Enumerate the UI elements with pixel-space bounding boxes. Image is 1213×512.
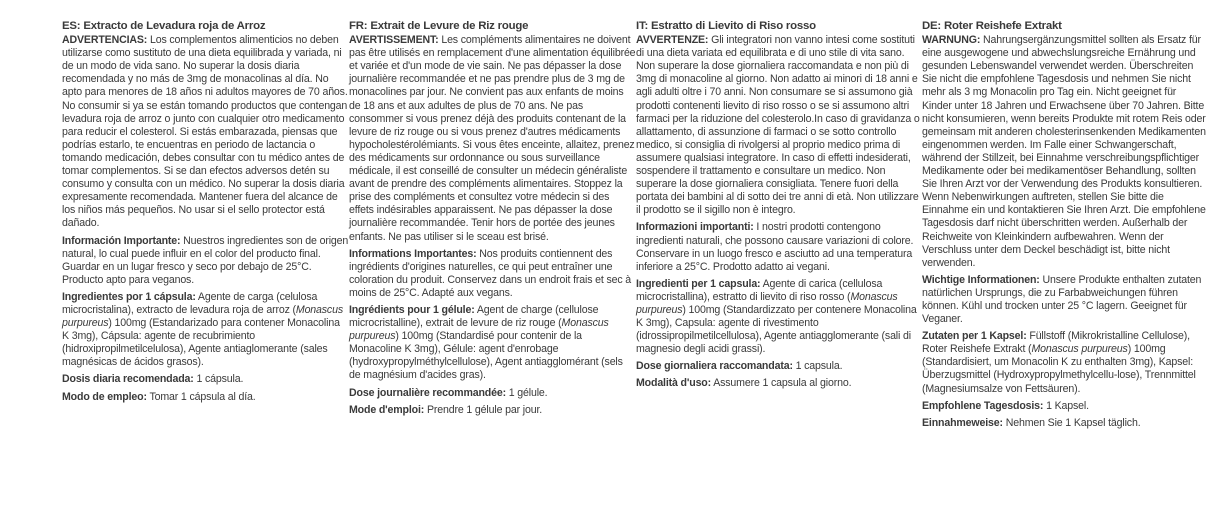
column-title: FR: Extrait de Levure de Riz rouge [349, 20, 529, 32]
section-text: Nahrungsergänzungsmittel sollten als Ersatz für eine ausgewogene und abwechslungsreiche Ernährung und gesunden Lebenswandel verwendet werden. Überschreiten Sie nicht die empfohlene Tagesdosis und nehmen Sie nicht mehr als 3 mg Monacolin pro Tag ein. Nicht geeignet für Kinder unter 18 Jahren und Erwachsene über 70 Jahren. Bitte nicht konsumieren, wenn bereits Produkte mit rotem Reis oder gemeinsam mit anderen cholesterinsenkenden Medikamenten eingenommen werden. Im Falle einer Schwangerschaft, während der Stillzeit, bei Einnahme verschreibungspflichtiger Medikamente oder bei medikamentöser Behandlung, sollten Sie Ihren Arzt vor der Verwendung des Produkts konsultieren. Wenn Nebenwirkungen auftreten, stellen Sie bitte die Einnahme ein und kontaktieren Sie Ihren Arzt. Die empfohlene Tagesdosis darf nicht überschritten werden. Außerhalb der Reichweite von Kleinkindern aufbewahren. Wenn der Verschluss unter dem Deckel beschädigt ist, bitte nicht verwenden. [922, 34, 1206, 269]
species-name: Monascus purpureus [1031, 343, 1128, 356]
section-text: 1 capsula. [792, 360, 843, 373]
ingredients-section [922, 330, 1208, 395]
column-es [62, 20, 349, 512]
column-it [636, 20, 922, 512]
section-label: Informations Importantes: [349, 247, 477, 260]
section-text: Prendre 1 gélule par jour. [424, 403, 543, 416]
dose-section [349, 387, 636, 400]
section-label: Información Importante: [62, 234, 181, 247]
column-title: ES: Extracto de Levadura roja de Arroz [62, 20, 266, 32]
section-text: Les compléments alimentaires ne doivent pas être utilisés en remplacement d'une alimentation équilibrée et variée et d'un mode de vie sain. Ne pas dépasser la dose journalière recommandée et ne pas prendre plus de 3 mg de monacolines par jour. Ne convient pas aux enfants de moins de 18 ans et aux adultes de plus de 70 ans. Ne pas consommer si vous prenez déjà des produits contenant de la levure de riz rouge ou si vous prenez d'autres médicaments hypocholestérolémiants. Si vous êtes enceinte, allaitez, prenez des médicaments sur ordonnance ou sous surveillance médicale, il est conseillé de consulter un médecin généraliste avant de prendre des compléments alimentaires. Stoppez la prise des compléments et consultez votre médecin si des effets indésirables apparaissent. Ne pas dépasser la dose journalière recommandée. Tenir hors de portée des jeunes enfants. Ne pas utiliser si le sceau est brisé. [349, 34, 636, 243]
species-name: Monascus purpureus [62, 303, 343, 330]
section-label: Zutaten per 1 Kapsel: [922, 330, 1027, 343]
species-name: Monascus purpureus [349, 317, 609, 343]
section-label: Wichtige Informationen: [922, 273, 1040, 286]
section-text: 1 cápsula. [193, 373, 244, 386]
info-section [349, 248, 636, 300]
column-title: DE: Roter Reishefe Extrakt [922, 20, 1062, 32]
column-de [922, 20, 1208, 512]
section-text: Unsere Produkte enthalten zutaten natürlichen Ursprungs, die zu Farbabweichungen führen können. Kühl und trocken unter 25 °C lagern. Geeignet für Veganer. [922, 273, 1202, 326]
warnings-section [349, 34, 636, 244]
usage-section [636, 377, 922, 390]
section-label: AVERTISSEMENT: [349, 34, 439, 47]
section-text: Los complementos alimenticios no deben utilizarse como sustituto de una dieta equilibrada y variada, ni de un modo de vida sano. No superar la dosis diaria recomendada y no más de 3mg de monacolinas al día. No apto para menores de 18 años ni adultos mayores de 70 años. No consumir si ya se están tomando productos que contengan levadura roja de arroz o junto con cualquier otro medicamento para reducir el colesterol. Si estás embarazada, piensas que podrías estarlo, te encuentras en periodo de lactancia o tomando medicación, debes consultar con tu médico antes de tomar complementos. Si se dan efectos adversos detén su consumo y consulta con un médico. No superar la dosis diaria expresamente recomendada. Mantener fuera del alcance de los niños más pequeños. No usar si el sello protector está dañado. [62, 34, 348, 230]
section-label: Informazioni importanti: [636, 221, 754, 234]
section-text: ) 100mg (Standardisiert, um Monacolin K zu enthalten 3mg), Kapsel: Überzugsmittel (Hydroxypropylmethylcellu-lose), Trennmittel (Magnesiumsalze von Fettsäuren). [922, 343, 1196, 395]
section-text: ) 100mg (Standardisé pour contenir de la Monacoline K 3mg), Gélule: agent d'enrobage (hydroxypropylméthylcellulose), Agent antiagglomérant (sels de magnésium d'acides gras). [349, 330, 623, 382]
section-label: Dosis diaria recomendada: [62, 373, 194, 386]
section-text: Agente de carga (celulosa microcristalina), extracto de levadura roja de arroz ( [62, 290, 318, 316]
ingredients-section [636, 278, 922, 357]
usage-section [62, 391, 349, 404]
section-text: Gli integratori non vanno intesi come sostituti di una dieta variata ed equilibrata e di uno stile di vita sano. Non superare la dose giornaliera raccomandata e non più di 3mg di monacoline al giorno. Non adatto ai minori di 18 anni e agli adulti oltre i 70 anni. Non consumare se si assumono già prodotti contenenti lievito di riso rosso o se si assumono altri farmaci per la riduzione del colesterolo.In caso di gravidanza o allattamento, di assunzione di farmaci o se sotto controllo medico, si consiglia di rivolgersi al proprio medico prima di assumere qualsiasi integratore. In caso di effetti indesiderati, sospendere il trattamento e consultare un medico. Non superare la dose giornaliera consigliata. Tenere fuori della portata dei bambini al di sotto dei tre anni di età. Non utilizzare il prodotto se il sigillo non è integro. [636, 34, 920, 217]
section-text: Agente di carica (cellulosa microcristallina), estratto di lievito di riso rosso ( [636, 277, 883, 303]
section-text: Tomar 1 cápsula al día. [146, 390, 256, 403]
section-text: Füllstoff (Mikrokristalline Cellulose), Roter Reishefe Extrakt ( [922, 330, 1190, 356]
dose-section [922, 400, 1208, 413]
section-label: Einnahmeweise: [922, 416, 1003, 429]
section-label: Ingredientes por 1 cápsula: [62, 290, 196, 303]
section-text: Agent de charge (cellulose microcristalline), extrait de levure de riz rouge ( [349, 303, 599, 330]
section-label: Mode d'emploi: [349, 403, 425, 416]
warnings-section [62, 34, 349, 230]
section-text: 1 Kapsel. [1043, 399, 1089, 412]
section-label: Modo de empleo: [62, 390, 147, 403]
section-text: Assumere 1 capsula al giorno. [711, 377, 852, 390]
section-text: ) 100mg (Estandarizado para contener Monacolina K 3mg), Cápsula: agente de recubrimiento (hidroxipropilmetilcelulosa), Agente antiaglomerante (sales magnésicas de ácidos grasos). [62, 317, 340, 369]
section-text: Nuestros ingredientes son de origen natural, lo cual puede influir en el color del producto final. Guardar en un lugar fresco y seco por debajo de 25°C. Producto apto para veganos. [62, 234, 349, 286]
species-name: Monascus purpureus [636, 290, 898, 316]
section-label: Ingrédients pour 1 gélule: [349, 303, 475, 316]
section-label: WARNUNG: [922, 34, 981, 47]
warnings-section [636, 34, 922, 217]
section-label: Dose giornaliera raccomandata: [636, 360, 793, 373]
section-label: Empfohlene Tagesdosis: [922, 399, 1044, 412]
section-text: 1 gélule. [505, 386, 548, 399]
section-label: AVVERTENZE: [636, 34, 709, 47]
dose-section [636, 360, 922, 373]
info-section [636, 221, 922, 273]
info-section [62, 235, 349, 287]
dose-section [62, 373, 349, 386]
warnings-section [922, 34, 1208, 270]
section-label: Ingredienti per 1 capsula: [636, 277, 761, 290]
section-label: ADVERTENCIAS: [62, 34, 148, 47]
section-label: Modalità d'uso: [636, 377, 712, 390]
section-text: Nos produits contiennent des ingrédients d'origines naturelles, ce qui peut entraîner une coloration du produit. Conservez dans un endroit frais et sec à moins de 25°C. Adapté aux vegans. [349, 247, 632, 299]
column-title: IT: Estratto di Lievito di Riso rosso [636, 20, 816, 32]
section-label: Dose journalière recommandée: [349, 386, 506, 399]
info-section [922, 274, 1208, 326]
section-text: Nehmen Sie 1 Kapsel täglich. [1002, 416, 1141, 429]
section-text: ) 100mg (Standardizzato per contenere Monacolina K 3mg), Capsula: agente di rivestimento (idrossipropilmetilcellulosa), Agente antiagglomerante (sali di magnesio degli acidi grassi). [636, 303, 917, 356]
section-text: I nostri prodotti contengono ingredienti naturali, che possono causare variazioni di colore. Conservare in un luogo fresco e asciutto ad una temperatura inferiore a 25°C. Prodotto adatto ai vegani. [636, 221, 914, 273]
usage-section [349, 404, 636, 417]
ingredients-section [62, 291, 349, 370]
ingredients-section [349, 304, 636, 383]
usage-section [922, 417, 1208, 430]
column-fr [349, 20, 636, 512]
